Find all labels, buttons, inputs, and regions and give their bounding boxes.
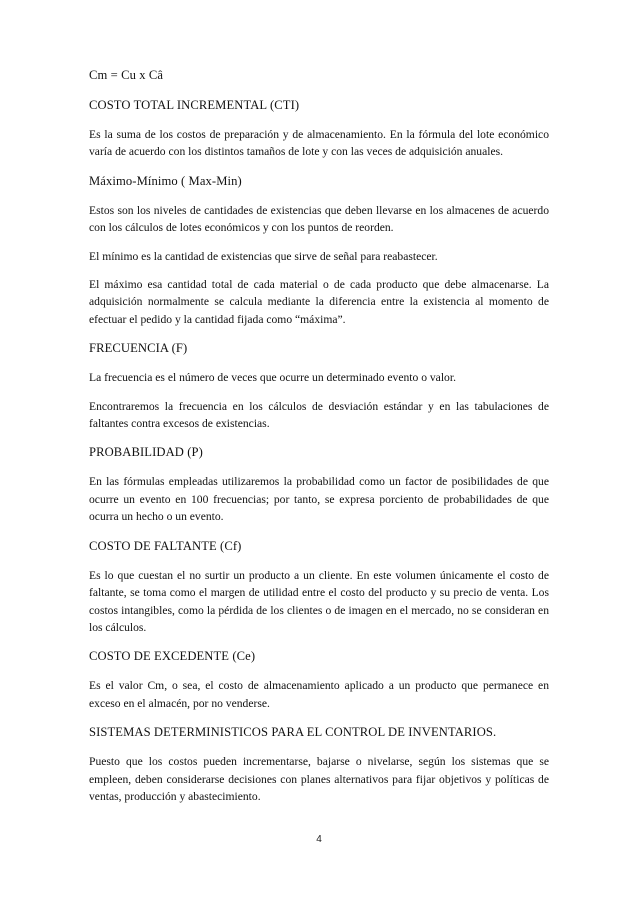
faltante-paragraph: Es lo que cuestan el no surtir un producto a un cliente. En este volumen únicamente el costo de faltante, se toma como el margen de utilidad entre el costo del producto y su precio de venta. Los costos intangibles, como la pérdida de los clientes o de imagen en el mercado, no se consideran en los cálculos. [89,568,549,634]
minimo-paragraph: El mínimo es la cantidad de existencias que sirve de señal para reabastecer. [89,249,438,263]
page-number: 4 [316,834,322,845]
cti-heading: COSTO TOTAL INCREMENTAL (CTI) [89,98,300,112]
sistemas-paragraph: Puesto que los costos pueden incrementarse, bajarse o nivelarse, según los sistemas que se empleen, deben considerarse decisiones con planes alternativos para fijar objetivos y políticas de ventas, producción y abastecimiento. [89,755,549,803]
frecuencia-heading: FRECUENCIA (F) [89,341,188,356]
maximo-paragraph: El máximo esa cantidad total de cada material o de cada producto que debe almacenarse. La adquisición normalmente se calcula mediante la diferencia entre la existencia al momento de efectuar el pedido y la cantidad fijada como “máxima”. [89,278,549,326]
probabilidad-heading: PROBABILIDAD (P) [89,445,203,460]
document-page [89,66,549,816]
frecuencia-paragraph-1: La frecuencia es el número de veces que ocurre un determinado evento o valor. [89,371,456,385]
formula-line: Cm = Cu x Câ [89,68,164,82]
excedente-heading: COSTO DE EXCEDENTE (Ce) [89,649,256,664]
maxmin-heading: Máximo-Mínimo ( Max-Min) [89,173,242,188]
faltante-heading: COSTO DE FALTANTE (Cf) [89,538,242,553]
sistemas-heading: SISTEMAS DETERMINISTICOS PARA EL CONTROL DE INVENTARIOS. [89,725,497,740]
probabilidad-paragraph: En las fórmulas empleadas utilizaremos la probabilidad como un factor de posibilidades de que ocurre un evento en 100 frecuencias; por tanto, se expresa porciento de probabilidades de que ocurra un hecho o un evento. [89,475,549,524]
cti-paragraph: Es la suma de los costos de preparación y de almacenamiento. En la fórmula del lote económico varía de acuerdo con los distintos tamaños de lote y con las veces de adquisición anuales. [89,128,549,159]
excedente-paragraph: Es el valor Cm, o sea, el costo de almacenamiento aplicado a un producto que permanece en exceso en el almacén, por no venderse. [89,679,549,710]
maxmin-paragraph: Estos son los niveles de cantidades de existencias que deben llevarse en los almacenes de acuerdo con los cálculos de lotes económicos y con los puntos de reorden. [89,203,549,235]
frecuencia-paragraph-2: Encontraremos la frecuencia en los cálculos de desviación estándar y en las tabulaciones de faltantes contra excesos de existencias. [89,399,549,431]
